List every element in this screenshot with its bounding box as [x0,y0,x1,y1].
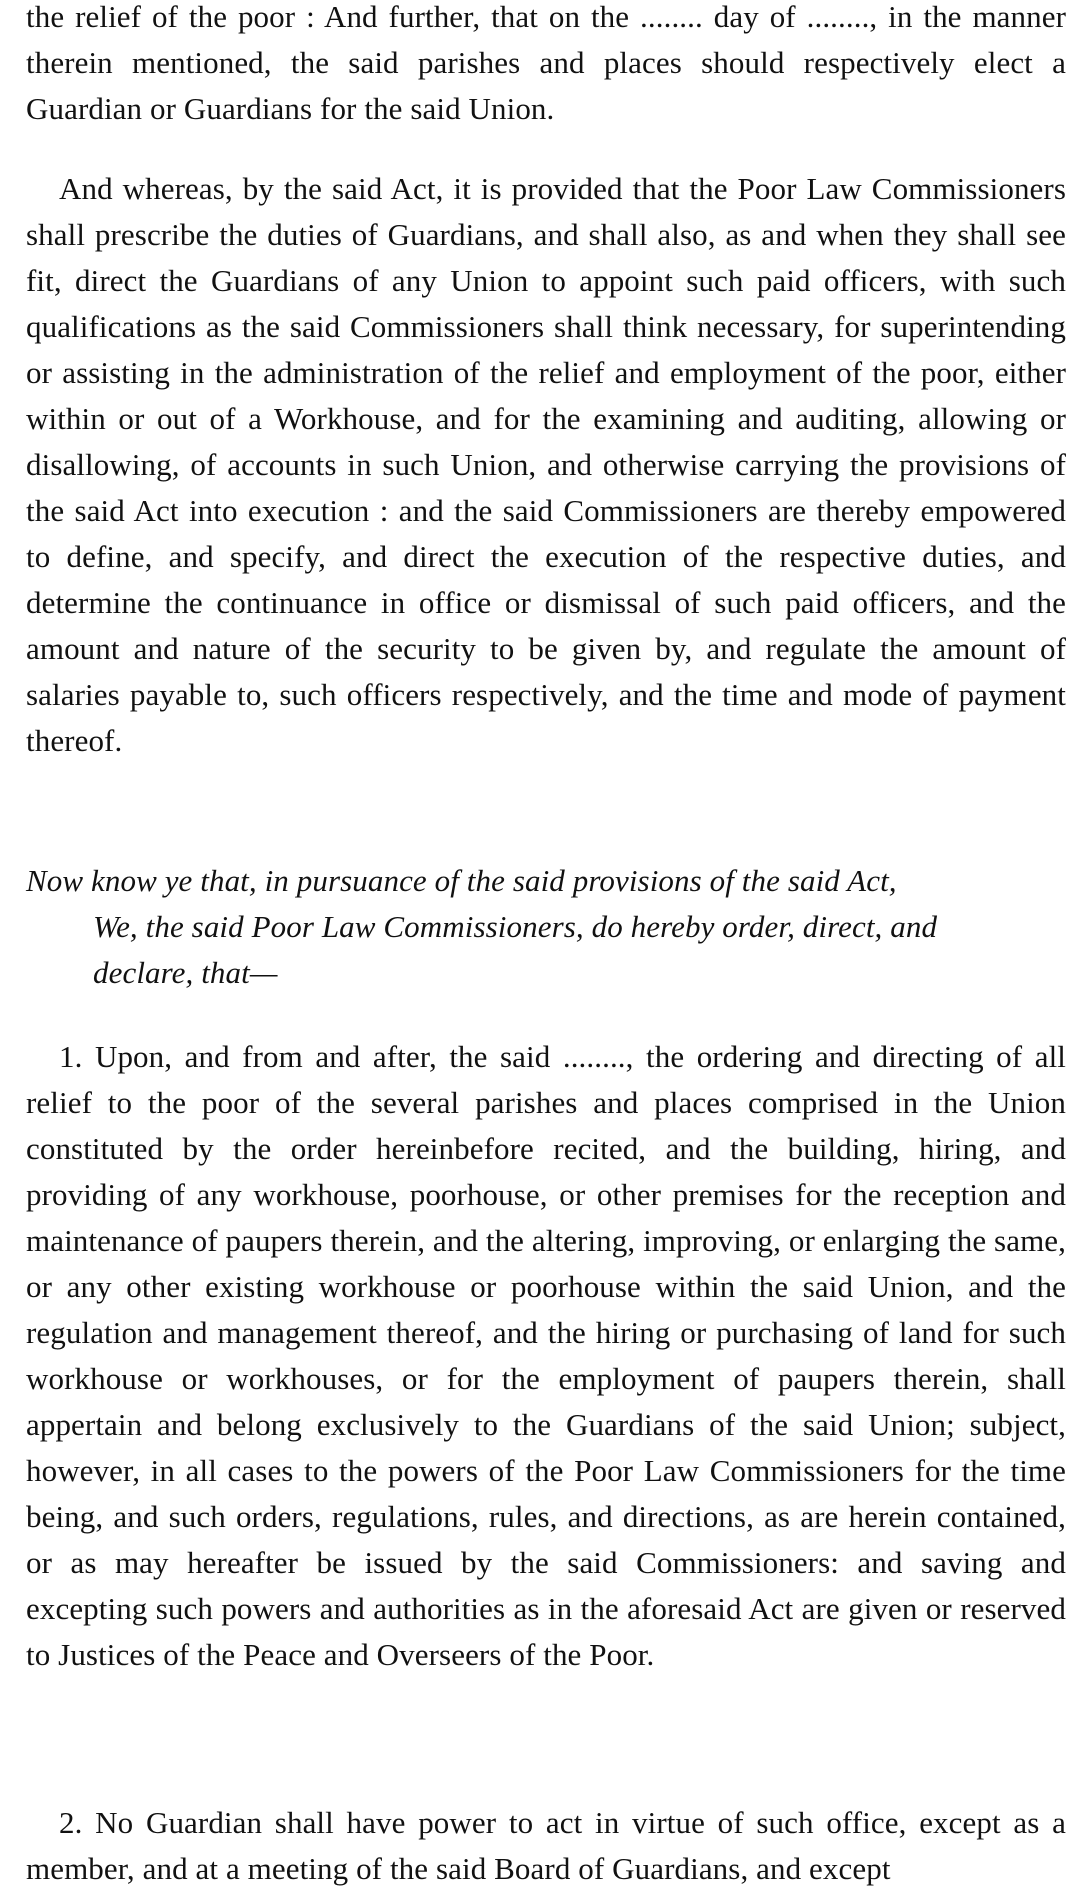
now-know-ye-line-2: We, the said Poor Law Commissioners, do hereby order, direct, and [93,909,938,944]
now-know-ye-line-3: declare, that— [93,955,278,990]
article-1: 1. Upon, and from and after, the said ........, the ordering and directing of all relief to the poor of the several parishes and places comprised in the Union constituted by the order hereinbefore recited, and the building, hiring, and providing of any workhouse, poorhouse, or other premises for the reception and maintenance of paupers therein, and the altering, improving, or enlarging the same, or any other existing workhouse or poorhouse within the said Union, and the regulation and management thereof, and the hiring or purchasing of land for such workhouse or workhouses, or for the employment of paupers therein, shall appertain and belong exclusively to the Guardians of the said Union; subject, however, in all cases to the powers of the Poor Law Commissioners for the time being, and such orders, regulations, rules, and directions, as are herein contained, or as may hereafter be issued by the said Commissioners: and saving and excepting such powers and authorities as in the aforesaid Act are given or reserved to Justices of the Peace and Overseers of the Poor. [26,1039,1066,1672]
paragraph-now-know-ye [26,858,1066,996]
article-2: 2. No Guardian shall have power to act in virtue of such office, except as a member, and at a meeting of the said Board of Guardians, and except [26,1805,1066,1886]
now-know-ye-line-1: Now know ye that, in pursuance of the said provisions of the said Act, [26,863,897,898]
paragraph-continuation: the relief of the poor : And further, that on the ........ day of ........, in the manner therein mentioned, the said parishes and places should respectively elect a Guardian or Guardians for the said Union. [26,0,1066,126]
paragraph-whereas: And whereas, by the said Act, it is provided that the Poor Law Commissioners shall prescribe the duties of Guardians, and shall also, as and when they shall see fit, direct the Guardians of any Union to appoint such paid officers, with such qualifications as the said Commissioners shall think necessary, for superintending or assisting in the administration of the relief and employment of the poor, either within or out of a Workhouse, and for the examining and auditing, allowing or disallowing, of accounts in such Union, and otherwise carrying the provisions of the said Act into execution : and the said Commissioners are thereby empowered to define, and specify, and direct the execution of the respective duties, and determine the continuance in office or dismissal of such paid officers, and the amount and nature of the security to be given by, and regulate the amount of salaries payable to, such officers respectively, and the time and mode of payment thereof. [26,171,1066,758]
